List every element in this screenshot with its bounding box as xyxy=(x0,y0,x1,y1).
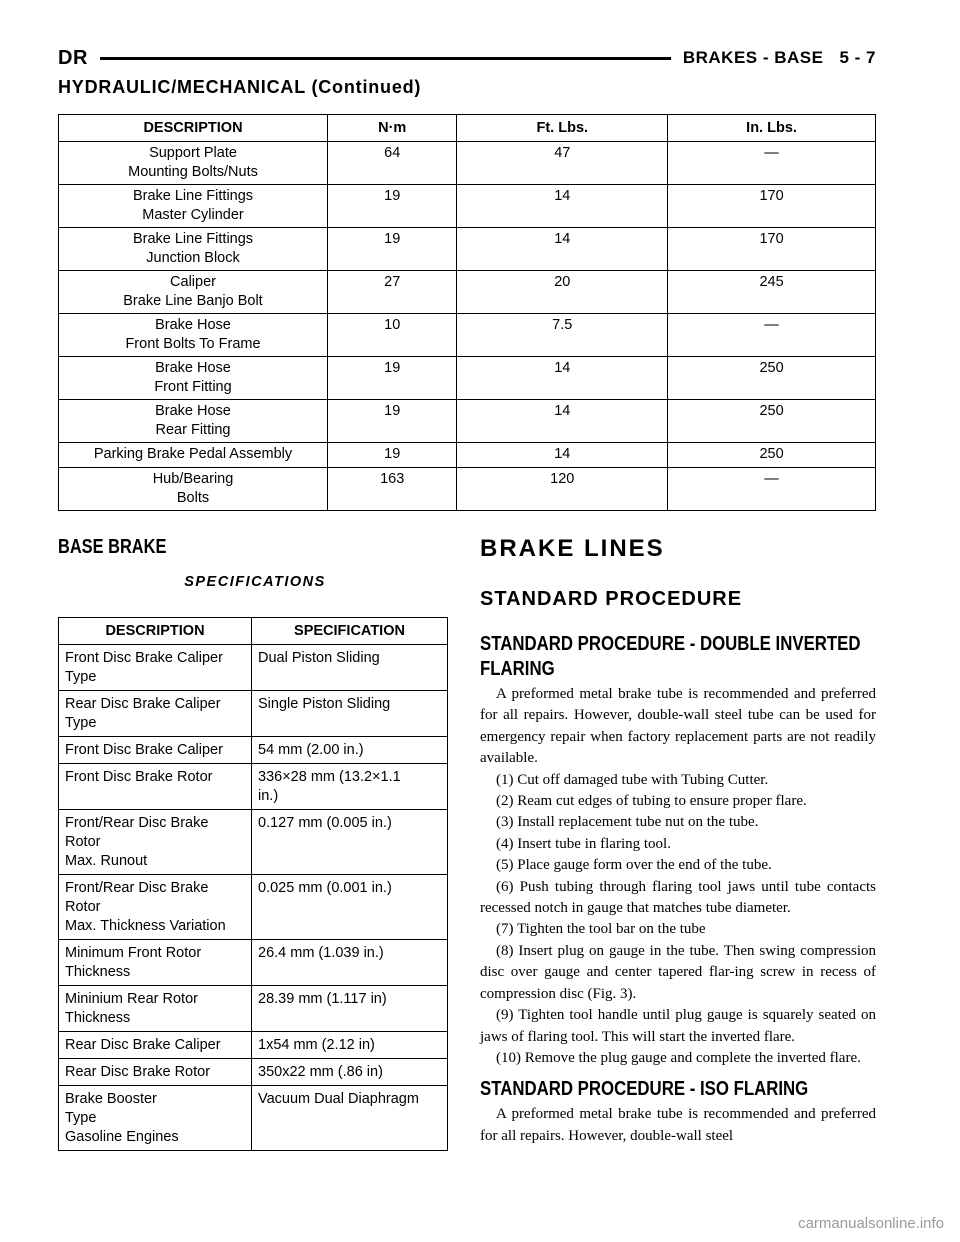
table-cell-specification: 1x54 mm (2.12 in) xyxy=(252,1032,448,1059)
table-row xyxy=(59,443,876,468)
table-row xyxy=(59,400,876,443)
table-cell-description: Rear Disc Brake Caliper Type xyxy=(59,691,252,737)
table-cell-value: — xyxy=(668,468,876,511)
table-cell-description: Support Plate Mounting Bolts/Nuts xyxy=(59,142,328,185)
table-cell-value: 19 xyxy=(328,228,457,271)
header-section-group xyxy=(683,48,876,68)
table-cell-description: Front Disc Brake Rotor xyxy=(59,764,252,810)
table-row xyxy=(59,691,448,737)
table-cell-description: Front Disc Brake Caliper Type xyxy=(59,645,252,691)
procedure-step: (9) Tighten tool handle until plug gauge is squarely seated on jaws of flaring tool. This will start the inverted flare. xyxy=(480,1007,876,1045)
table-cell-specification: 26.4 mm (1.039 in.) xyxy=(252,940,448,986)
table-cell-description: Brake Line Fittings Master Cylinder xyxy=(59,185,328,228)
table-cell-description: Minimum Front Rotor Thickness xyxy=(59,940,252,986)
table-cell-value: 14 xyxy=(457,357,668,400)
table-row xyxy=(59,764,448,810)
table-cell-specification: 28.39 mm (1.117 in) xyxy=(252,986,448,1032)
procedure-step: (2) Ream cut edges of tubing to ensure proper flare. xyxy=(496,793,807,810)
table-cell-description: Rear Disc Brake Caliper xyxy=(59,1032,252,1059)
table-cell-description: Parking Brake Pedal Assembly xyxy=(59,443,328,468)
header-model: DR xyxy=(58,46,88,69)
table-cell-specification: Vacuum Dual Diaphragm xyxy=(252,1086,448,1151)
table-cell-specification: 350x22 mm (.86 in) xyxy=(252,1059,448,1086)
procedure-step: (6) Push tubing through flaring tool jaws until tube contacts recessed notch in gauge that matches tube diameter. xyxy=(480,878,876,917)
column-header: N·m xyxy=(328,115,457,142)
standard-procedure-heading: STANDARD PROCEDURE xyxy=(480,588,743,610)
table-row xyxy=(59,228,876,271)
procedure-step: (8) Insert plug on gauge in the tube. Then swing compression disc over gauge and center tapered flar-ing screw in recess of compression disc (Fig. 3). xyxy=(480,942,876,1002)
table-cell-description: Brake Hose Front Bolts To Frame xyxy=(59,314,328,357)
table-cell-value: 19 xyxy=(328,357,457,400)
procedure-step: (5) Place gauge form over the end of the tube. xyxy=(496,857,772,874)
continued-title: HYDRAULIC/MECHANICAL (Continued) xyxy=(58,77,422,97)
watermark: carmanualsonline.info xyxy=(798,1215,944,1232)
table-cell-value: 170 xyxy=(668,185,876,228)
table-cell-value: 7.5 xyxy=(457,314,668,357)
table-cell-value: 250 xyxy=(668,357,876,400)
procedure-step: (3) Install replacement tube nut on the tube. xyxy=(496,814,759,831)
table-cell-description: Brake Line Fittings Junction Block xyxy=(59,228,328,271)
table-row xyxy=(59,468,876,511)
torque-specifications-table xyxy=(58,114,876,511)
procedure-step: (1) Cut off damaged tube with Tubing Cutter. xyxy=(496,771,769,788)
table-cell-description: Hub/Bearing Bolts xyxy=(59,468,328,511)
column-header: DESCRIPTION xyxy=(59,115,328,142)
table-cell-value: 10 xyxy=(328,314,457,357)
table-cell-value: 120 xyxy=(457,468,668,511)
table-cell-value: — xyxy=(668,314,876,357)
table-cell-value: 250 xyxy=(668,400,876,443)
table-cell-value: 14 xyxy=(457,443,668,468)
column-header: DESCRIPTION xyxy=(59,618,252,645)
table-cell-specification: 0.025 mm (0.001 in.) xyxy=(252,875,448,940)
table-row xyxy=(59,271,876,314)
double-inverted-flaring-body xyxy=(480,684,876,1069)
header-page-number: 5 - 7 xyxy=(839,48,876,67)
specifications-subheading: SPECIFICATIONS xyxy=(184,574,326,590)
brake-lines-heading: BRAKE LINES xyxy=(480,535,665,562)
table-row xyxy=(59,645,448,691)
header-section: BRAKES - BASE xyxy=(682,48,824,67)
table-cell-description: Caliper Brake Line Banjo Bolt xyxy=(59,271,328,314)
paragraph: A preformed metal brake tube is recommended and preferred for all repairs. However, double-wall steel xyxy=(480,1106,876,1144)
table-cell-specification: 54 mm (2.00 in.) xyxy=(252,737,448,764)
page-header xyxy=(58,44,876,72)
table-cell-description: Front/Rear Disc Brake Rotor Max. Thickness Variation xyxy=(59,875,252,940)
table-row xyxy=(59,810,448,875)
table-row xyxy=(59,1086,448,1151)
table-cell-value: 250 xyxy=(668,443,876,468)
table-cell-description: Mininium Rear Rotor Thickness xyxy=(59,986,252,1032)
brake-lines-column xyxy=(480,532,876,1147)
table-row xyxy=(59,737,448,764)
column-header: Ft. Lbs. xyxy=(457,115,668,142)
table-cell-description: Front/Rear Disc Brake Rotor Max. Runout xyxy=(59,810,252,875)
table-cell-value: 14 xyxy=(457,185,668,228)
iso-flaring-body xyxy=(480,1104,876,1147)
table-cell-value: 47 xyxy=(457,142,668,185)
table-header-row xyxy=(59,618,448,645)
table-row xyxy=(59,357,876,400)
table-cell-value: 14 xyxy=(457,400,668,443)
table-cell-value: 245 xyxy=(668,271,876,314)
column-header: In. Lbs. xyxy=(668,115,876,142)
procedure-step: (10) Remove the plug gauge and complete the inverted flare. xyxy=(496,1049,861,1066)
iso-flaring-heading: STANDARD PROCEDURE - ISO FLARING xyxy=(480,1078,809,1101)
table-row xyxy=(59,142,876,185)
table-cell-value: 19 xyxy=(328,443,457,468)
base-brake-specifications-table xyxy=(58,617,448,1151)
table-cell-specification: Single Piston Sliding xyxy=(252,691,448,737)
paragraph: A preformed metal brake tube is recommended and preferred for all repairs. However, double-wall steel tube can be used for emergency repair when factory replacement parts are not readily available. xyxy=(480,686,876,767)
table-cell-specification: 0.127 mm (0.005 in.) xyxy=(252,810,448,875)
table-cell-value: 14 xyxy=(457,228,668,271)
table-cell-specification: 336×28 mm (13.2×1.1 in.) xyxy=(252,764,448,810)
table-row xyxy=(59,1032,448,1059)
header-rule xyxy=(100,57,671,60)
procedure-step: (7) Tighten the tool bar on the tube xyxy=(496,921,706,938)
column-header: SPECIFICATION xyxy=(252,618,448,645)
table-row xyxy=(59,185,876,228)
table-cell-value: 163 xyxy=(328,468,457,511)
table-cell-value: 19 xyxy=(328,400,457,443)
table-row xyxy=(59,1059,448,1086)
table-cell-description: Brake Hose Rear Fitting xyxy=(59,400,328,443)
table-cell-description: Brake Hose Front Fitting xyxy=(59,357,328,400)
table-cell-value: 170 xyxy=(668,228,876,271)
table-cell-description: Front Disc Brake Caliper xyxy=(59,737,252,764)
table-row xyxy=(59,314,876,357)
table-cell-value: 19 xyxy=(328,185,457,228)
base-brake-heading: BASE BRAKE xyxy=(58,536,167,558)
procedure-step: (4) Insert tube in flaring tool. xyxy=(496,835,671,852)
table-cell-value: 27 xyxy=(328,271,457,314)
table-cell-description: Rear Disc Brake Rotor xyxy=(59,1059,252,1086)
table-cell-value: 64 xyxy=(328,142,457,185)
table-row xyxy=(59,875,448,940)
double-inverted-flaring-heading: STANDARD PROCEDURE - DOUBLE INVERTED FLARING xyxy=(480,633,861,680)
table-row xyxy=(59,986,448,1032)
table-cell-description: Brake Booster Type Gasoline Engines xyxy=(59,1086,252,1151)
table-cell-specification: Dual Piston Sliding xyxy=(252,645,448,691)
table-header-row xyxy=(59,115,876,142)
table-cell-value: — xyxy=(668,142,876,185)
table-row xyxy=(59,940,448,986)
table-cell-value: 20 xyxy=(457,271,668,314)
